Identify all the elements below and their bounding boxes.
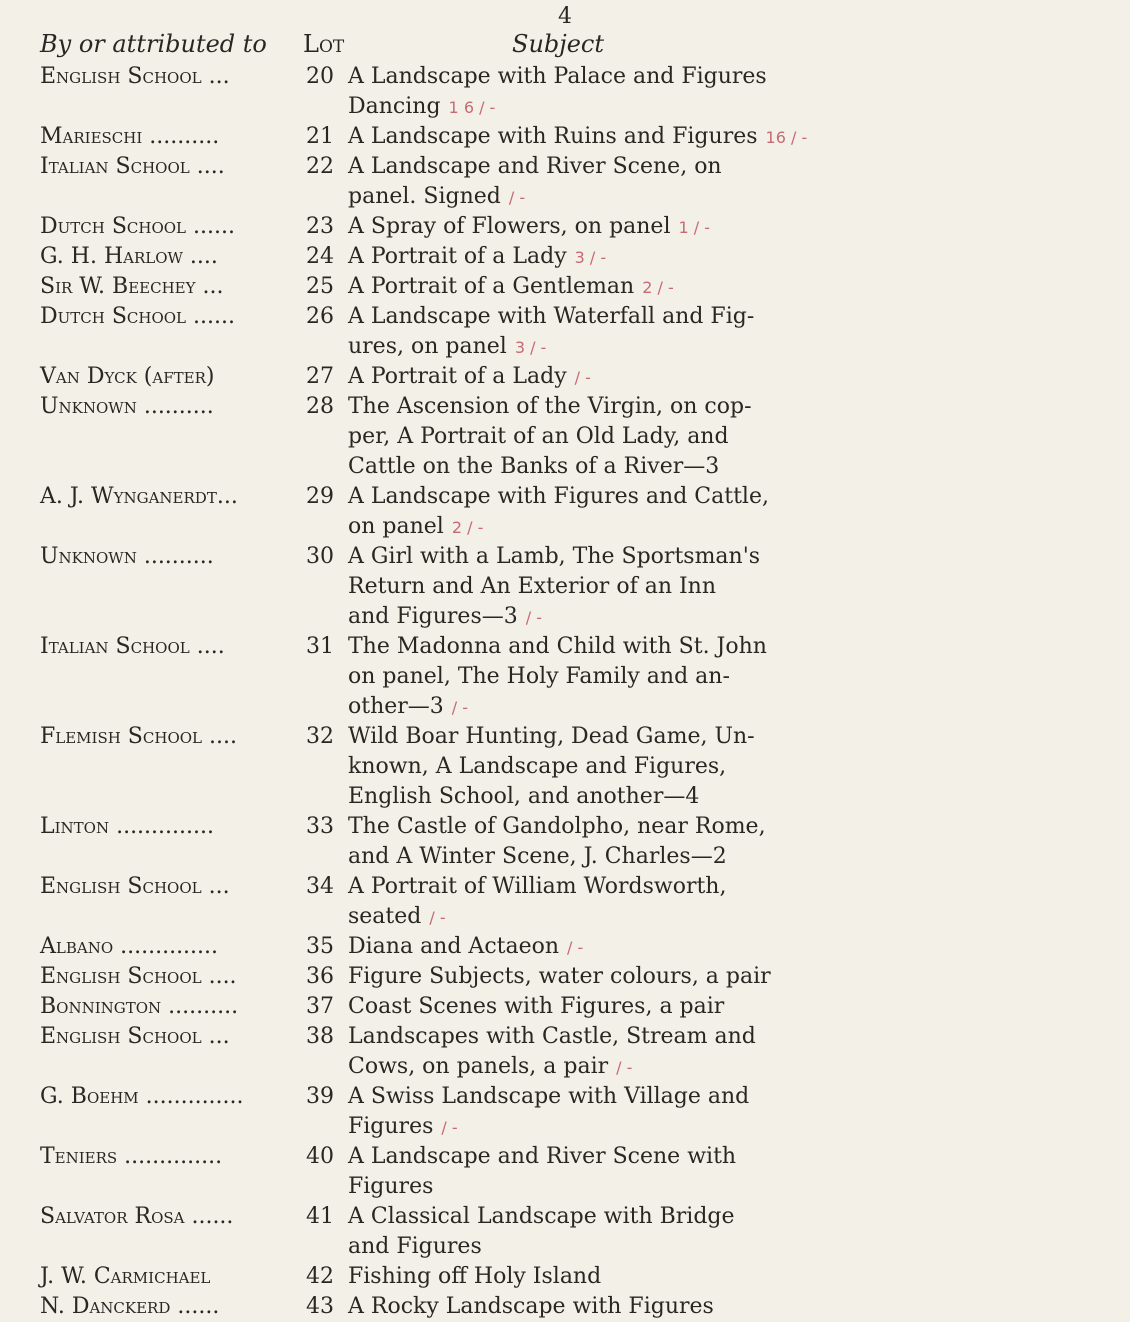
entry-subject [348,812,798,872]
entry-subject [348,632,798,723]
entry-subject [348,962,798,992]
subject-line: A Rocky Landscape with Figures [348,1294,714,1319]
entry-subject [348,1292,798,1322]
entry-lot: 35 [306,934,334,959]
handwritten-price-note: 1 6 / - [448,98,496,117]
entry-lot: 33 [306,814,334,839]
handwritten-price-note: / - [567,938,584,957]
entry-artist: G. Boehm .............. [40,1084,244,1109]
subject-line: A Portrait of a Lady / - [348,364,591,389]
entry-subject [348,392,798,482]
entry-lot: 24 [306,244,334,269]
header-subject: Subject [512,30,604,58]
entry-lot: 42 [306,1264,334,1289]
entry-lot: 26 [306,304,334,329]
entry-artist: Marieschi .......... [40,124,220,149]
subject-line: known, A Landscape and Figures, [348,754,727,779]
subject-line: ures, on panel 3 / - [348,334,547,359]
entry-subject [348,1262,798,1292]
entry-subject [348,152,798,213]
handwritten-price-note: / - [441,1118,458,1137]
entry-lot: 29 [306,484,334,509]
entry-artist: Unknown .......... [40,544,214,569]
entry-subject [348,272,798,303]
subject-line: seated / - [348,904,446,929]
entry-artist: Teniers .............. [40,1144,223,1169]
entry-artist: Salvator Rosa ...... [40,1204,234,1229]
subject-line: Figure Subjects, water colours, a pair [348,964,771,989]
entry-artist: Dutch School ...... [40,304,235,329]
subject-line: Return and An Exterior of an Inn [348,574,717,599]
entry-lot: 39 [306,1084,334,1109]
entry-artist: Italian School .... [40,154,225,179]
entry-lot: 21 [306,124,334,149]
handwritten-price-note: / - [508,188,526,207]
subject-line: on panel 2 / - [348,514,484,539]
subject-line: A Girl with a Lamb, The Sportsman's [348,544,761,569]
entry-subject [348,872,798,933]
entry-subject [348,722,798,812]
subject-line: A Landscape with Figures and Cattle, [348,484,769,509]
entry-artist: Unknown .......... [40,394,214,419]
subject-line: Diana and Actaeon / - [348,934,584,959]
entry-subject [348,1142,798,1202]
entry-artist: English School ... [40,64,230,89]
subject-line: A Portrait of a Lady 3 / - [348,244,607,269]
subject-line: The Castle of Gandolpho, near Rome, [348,814,766,839]
entry-artist: Linton .............. [40,814,214,839]
subject-line: A Swiss Landscape with Village and [348,1084,750,1109]
entry-lot: 27 [306,364,334,389]
entry-subject [348,482,798,543]
subject-line: A Portrait of a Gentleman 2 / - [348,274,674,299]
handwritten-price-note: 1 / - [678,218,711,237]
subject-line: Cows, on panels, a pair / - [348,1054,633,1079]
handwritten-price-note: / - [525,608,542,627]
subject-line: Fishing off Holy Island [348,1264,602,1289]
subject-line: Dancing 1 6 / - [348,94,496,119]
entry-artist: Sir W. Beechey ... [40,274,224,299]
entry-lot: 22 [306,154,334,179]
subject-line: A Landscape and River Scene, on [348,154,722,179]
entry-subject [348,932,798,963]
entry-lot: 20 [306,64,334,89]
entry-artist: English School ... [40,874,230,899]
subject-line: Cattle on the Banks of a River—3 [348,454,720,479]
entry-artist: G. H. Harlow .... [40,244,218,269]
page-number: 4 [558,4,572,29]
subject-line: per, A Portrait of an Old Lady, and [348,424,729,449]
handwritten-price-note: / - [574,368,591,387]
entry-lot: 32 [306,724,334,749]
entry-subject [348,1202,798,1262]
subject-line: Figures / - [348,1114,458,1139]
entry-artist: English School .... [40,964,237,989]
handwritten-price-note: 3 / - [514,338,547,357]
subject-line: Coast Scenes with Figures, a pair [348,994,725,1019]
subject-line: The Madonna and Child with St. John [348,634,767,659]
entry-subject [348,992,798,1022]
entry-lot: 43 [306,1294,334,1319]
subject-line: A Spray of Flowers, on panel 1 / - [348,214,711,239]
subject-line: A Landscape and River Scene with [348,1144,737,1169]
subject-line: and Figures [348,1234,482,1259]
subject-line: A Landscape with Ruins and Figures 16 / - [348,124,808,149]
entry-subject [348,122,808,153]
header-lot: Lot [303,30,345,58]
entry-subject [348,362,798,393]
entry-artist: Van Dyck (after) [40,364,215,389]
entry-lot: 34 [306,874,334,899]
subject-line: on panel, The Holy Family and an- [348,664,730,689]
subject-line: Figures [348,1174,434,1199]
entry-artist: A. J. Wynganerdt... [40,484,238,509]
subject-line: and Figures—3 / - [348,604,542,629]
entry-subject [348,1022,798,1083]
entry-subject [348,302,798,363]
subject-line: English School, and another—4 [348,784,700,809]
handwritten-price-note: 3 / - [574,248,607,267]
entry-artist: N. Danckerd ...... [40,1294,220,1319]
entry-artist: Italian School .... [40,634,225,659]
entry-lot: 23 [306,214,334,239]
handwritten-price-note: 16 / - [765,128,808,147]
subject-line: other—3 / - [348,694,469,719]
entry-lot: 37 [306,994,334,1019]
entry-lot: 28 [306,394,334,419]
subject-line: A Landscape with Waterfall and Fig- [348,304,755,329]
entry-artist: J. W. Carmichael [40,1264,211,1289]
handwritten-price-note: / - [451,698,469,717]
subject-line: and A Winter Scene, J. Charles—2 [348,844,727,869]
entry-lot: 31 [306,634,334,659]
handwritten-price-note: / - [429,908,446,927]
entry-subject [348,1082,798,1143]
handwritten-price-note: / - [616,1058,633,1077]
entry-lot: 40 [306,1144,334,1169]
subject-line: Landscapes with Castle, Stream and [348,1024,756,1049]
handwritten-price-note: 2 / - [642,278,674,297]
entry-subject [348,62,798,123]
entry-artist: Bonnington .......... [40,994,239,1019]
entry-lot: 36 [306,964,334,989]
subject-line: panel. Signed / - [348,184,526,209]
subject-line: A Classical Landscape with Bridge [348,1204,735,1229]
header-artist: By or attributed to [40,30,267,58]
entry-artist: Albano .............. [40,934,219,959]
entry-lot: 41 [306,1204,334,1229]
entry-artist: Flemish School .... [40,724,237,749]
entry-lot: 30 [306,544,334,569]
entry-subject [348,542,798,633]
subject-line: A Portrait of William Wordsworth, [348,874,727,899]
entry-artist: English School ... [40,1024,230,1049]
entry-lot: 25 [306,274,334,299]
entry-subject [348,212,798,243]
handwritten-price-note: 2 / - [451,518,484,537]
entry-subject [348,242,798,273]
entry-lot: 38 [306,1024,334,1049]
subject-line: A Landscape with Palace and Figures [348,64,767,89]
entry-artist: Dutch School ...... [40,214,235,239]
subject-line: The Ascension of the Virgin, on cop- [348,394,752,419]
subject-line: Wild Boar Hunting, Dead Game, Un- [348,724,755,749]
